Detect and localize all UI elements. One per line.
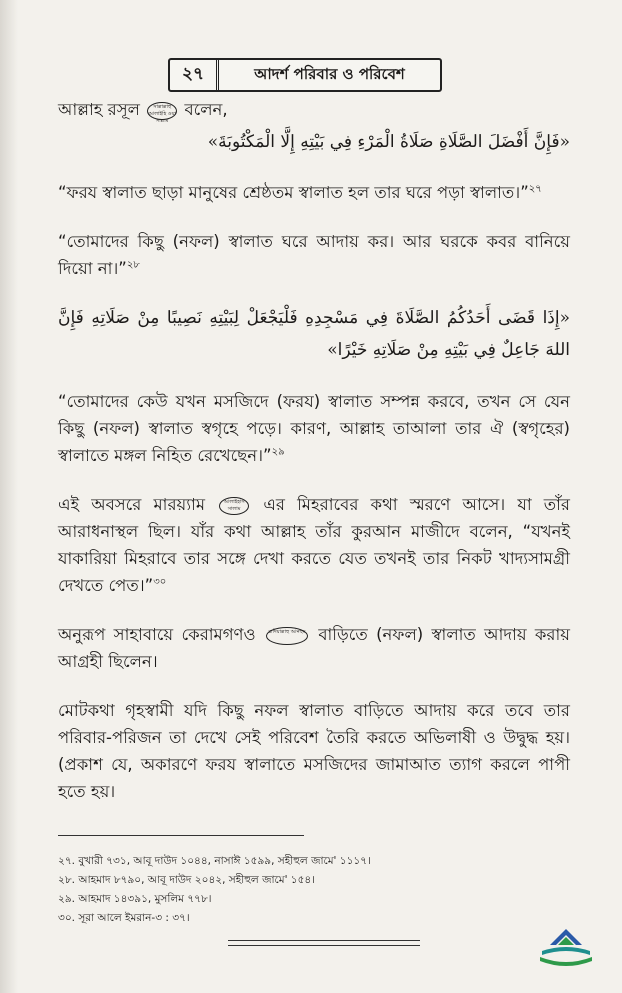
footnote-item: ৩০. সূরা আলে ইমরান-৩ : ৩৭। xyxy=(58,912,190,924)
footnote-item: ২৮. আহমাদ ৮৭৯০, আবূ দাউদ ২০৪২, সহীহুল জামে' ১৫৪। xyxy=(58,874,315,886)
hadith-arabic-1: «فَإِنَّ أَفْضَلَ الصَّلَاةِ صَلَاةُ الْمَرْءِ فِي بَيْتِهِ إِلَّا الْمَكْتُوبَةَ» xyxy=(207,132,570,152)
footnote-item: ২৭. বুখারী ৭৩১, আবূ দাউদ ১০৪৪, নাসাঈ ১৫৯৯, সহীহুল জামে' ১১১৭। xyxy=(58,855,371,867)
page-body xyxy=(58,96,570,805)
footnote-ref[interactable]: ৩০ xyxy=(153,576,167,588)
hadith-translation-3: “তোমাদের কেউ যখন মসজিদে (ফরয) স্বালাত সম্পন্ন করবে, তখন সে যেন কিছু (নফল) স্বালাত স্বগৃহে পড়ে। কারণ, আল্লাহ তাআলা তার ঐ (স্বগৃহের) স্বালাতে মঙ্গল নিহিত রেখেছেন।”$^{২৯}$ xyxy=(58,392,570,465)
hadith-arabic-2: «إِذَا قَضَى أَحَدُكُمُ الصَّلَاةَ فِي مَسْجِدِهِ فَلْيَجْعَلْ لِبَيْتِهِ نَصِيبًا مِنْ صَلَاتِهِ فَإِنَّ اللهَ جَاعِلٌ فِي بَيْتِهِ مِنْ صَلَاتِهِ خَيْرًا» xyxy=(58,308,570,360)
page-header xyxy=(168,58,442,92)
footnote-ref[interactable]: ২৯ xyxy=(271,446,285,458)
paragraph-maryam: এই অবসরে মারয়্যাম আলাইহাস সালাম এর মিহরাবের কথা স্মরণে আসে। যা তাঁর আরাধনাস্থল ছিল। যাঁর কথা আল্লাহ তাঁর কুরআন মাজীদে বলেন, “যখনই যাকারিয়া মিহরাবে তার সঙ্গে দেখা করতে যেত তখনই তার নিকট খাদ্যসামগ্রী দেখতে পেত।”$^{৩০}$ xyxy=(58,495,570,595)
page-gutter xyxy=(0,0,18,993)
publisher-logo-icon xyxy=(536,925,596,973)
running-title: আদর্শ পরিবার ও পরিবেশ xyxy=(254,64,405,83)
footnote-divider xyxy=(58,835,304,836)
salutation-seal-icon: আলাইহাস সালাম xyxy=(219,497,249,515)
hadith-translation-1: “ফরয স্বালাত ছাড়া মানুষের শ্রেষ্ঠতম স্বালাত হল তার ঘরে পড়া স্বালাত।”$^{২৭}$ xyxy=(58,183,542,202)
footnotes xyxy=(58,852,558,928)
end-rule xyxy=(228,940,420,941)
salutation-seal-icon: সাল্লাল্লাহু আলাইহি ওয়া সাল্লাম xyxy=(148,103,176,124)
paragraph-conclusion: মোটকথা গৃহস্বামী যদি কিছু নফল স্বালাত বাড়িতে আদায় করে তবে তার পরিবার-পরিজন তা দেখে সেই পরিবেশ তৈরি করতে অভিলাষী ও উদ্বুদ্ধ হয়। (প্রকাশ যে, অকারণে ফরয স্বালাতে মসজিদের জামাআত ত্যাগ করলে পাপী হতে হয়। xyxy=(58,701,570,801)
paragraph-intro: আল্লাহ রসূল সাল্লাল্লাহু আলাইহি ওয়া সাল্লাম বলেন, xyxy=(58,100,228,124)
hadith-translation-2: “তোমাদের কিছু (নফল) স্বালাত ঘরে আদায় কর। আর ঘরকে কবর বানিয়ে দিয়ো না।”$^{২৮}$ xyxy=(58,232,570,278)
end-rule xyxy=(228,945,420,946)
footnote-ref[interactable]: ২৮ xyxy=(126,259,140,271)
footnote-ref[interactable]: ২৭ xyxy=(528,183,542,195)
paragraph-sahaba: অনুরূপ সাহাবায়ে কেরামগণও রাদিয়াল্লাহু আনহুম বাড়িতে (নফল) স্বালাত আদায় করায় আগ্রহী ছিলেন। xyxy=(58,625,570,671)
page-number: ২৭ xyxy=(170,60,219,90)
footnote-item: ২৯. আহমাদ ১৪৩৯১, মুসলিম ৭৭৮। xyxy=(58,893,212,905)
salutation-seal-icon: রাদিয়াল্লাহু আনহুম xyxy=(266,627,308,645)
